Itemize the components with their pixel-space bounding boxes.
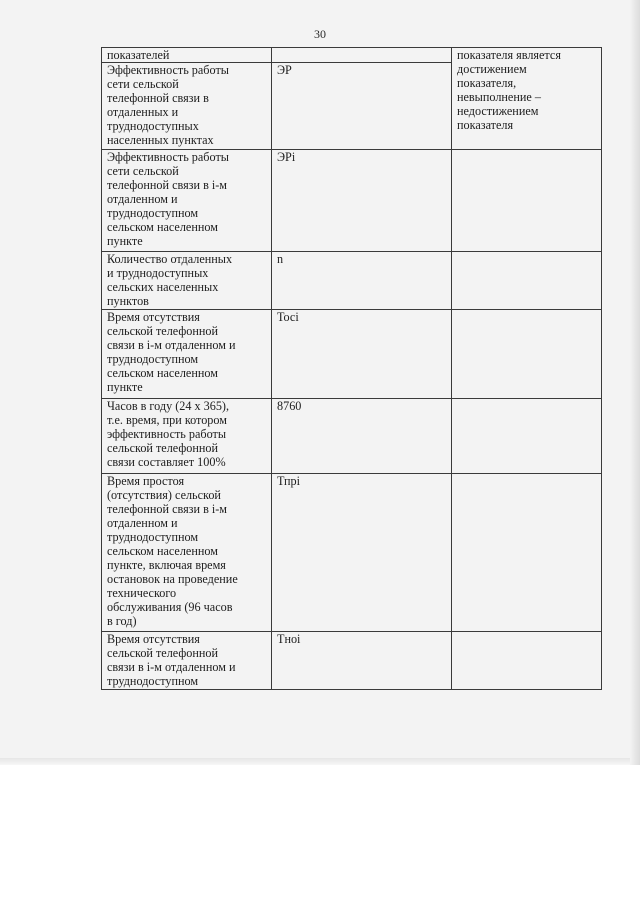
indicator-symbol-cell: Тпрi xyxy=(272,474,452,632)
table-row xyxy=(102,310,602,399)
merged-note-cell: показателя является достижением показателя, невыполнение – недостижением показателя xyxy=(452,48,602,150)
table-row xyxy=(102,474,602,632)
indicator-symbol-cell: n xyxy=(272,252,452,310)
page-number: 30 xyxy=(314,27,326,41)
table-row xyxy=(102,632,602,690)
table-row xyxy=(102,150,602,252)
indicator-name-cell: Время отсутствия сельской телефонной связи в i-м отдаленном и труднодоступном сельском населенном пункте xyxy=(102,310,272,399)
note-cell-empty xyxy=(452,474,602,632)
note-cell-empty xyxy=(452,150,602,252)
table-row xyxy=(102,252,602,310)
indicator-table xyxy=(101,47,602,690)
indicator-name-cell: Время простоя (отсутствия) сельской телефонной связи в i-м отдаленном и труднодоступном сельском населенном пункте, включая время остановок на проведение технического обслуживания (96 часов в год) xyxy=(102,474,272,632)
table-row xyxy=(102,48,602,63)
indicator-symbol-cell: ЭРi xyxy=(272,150,452,252)
indicator-symbol-cell: 8760 xyxy=(272,399,452,474)
indicator-name-cell: Часов в году (24 х 365), т.е. время, при котором эффективность работы сельской телефонной связи составляет 100% xyxy=(102,399,272,474)
note-cell-empty xyxy=(452,399,602,474)
indicator-symbol-cell: Тноi xyxy=(272,632,452,690)
scan-edge-bottom xyxy=(0,758,640,765)
indicator-symbol-cell xyxy=(272,48,452,63)
table-row xyxy=(102,399,602,474)
note-cell-empty xyxy=(452,252,602,310)
note-cell-empty xyxy=(452,632,602,690)
note-cell-empty xyxy=(452,310,602,399)
indicator-name-cell: Время отсутствия сельской телефонной связи в i-м отдаленном и труднодоступном xyxy=(102,632,272,690)
indicator-name-cell: показателей xyxy=(102,48,272,63)
indicator-name-cell: Количество отдаленных и труднодоступных сельских населенных пунктов xyxy=(102,252,272,310)
indicator-name-cell: Эффективность работы сети сельской телефонной связи в отдаленных и труднодоступных населенных пунктах xyxy=(102,63,272,150)
indicator-symbol-cell: Тосi xyxy=(272,310,452,399)
indicator-symbol-cell: ЭР xyxy=(272,63,452,150)
scan-edge-right xyxy=(630,0,640,765)
indicator-name-cell: Эффективность работы сети сельской телефонной связи в i-м отдаленном и труднодоступном сельском населенном пункте xyxy=(102,150,272,252)
